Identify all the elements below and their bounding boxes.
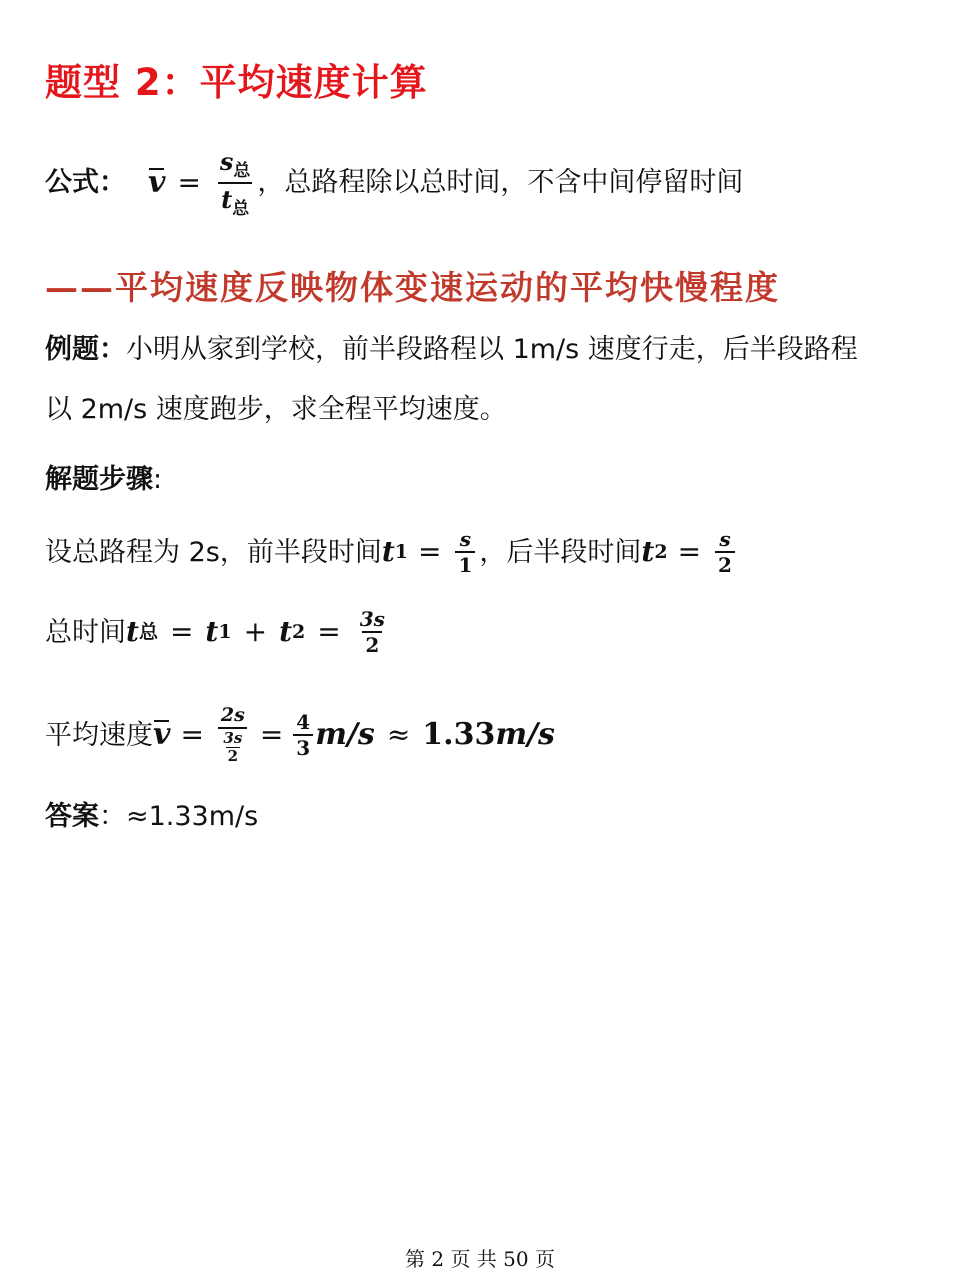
step-1-equals-2: = — [677, 535, 702, 568]
step-2-equals-2: = — [317, 615, 341, 648]
ttotal-subscript: 总 — [138, 620, 158, 643]
fraction-s-over-1-den: 1 — [455, 551, 475, 575]
formula-label: 公式： — [45, 167, 126, 198]
complex-fraction — [218, 706, 248, 764]
steps-label: 解题步骤 — [45, 464, 153, 495]
tagline: ——平均速度反映物体变速运动的平均快慢程度 — [45, 268, 780, 307]
step-1-equals: = — [418, 535, 442, 568]
t1-subscript-2: 1 — [218, 620, 232, 643]
fraction-s-over-2-den: 2 — [715, 551, 735, 575]
t1-subscript: 1 — [394, 540, 408, 563]
formula-numerator: s — [219, 146, 234, 176]
formula-denominator-sub: 总 — [232, 198, 250, 219]
fraction-s-over-1 — [455, 529, 475, 575]
step-1-mid: ，后半段时间 — [479, 536, 642, 568]
fraction-4-over-3 — [293, 712, 313, 758]
approx-sign: ≈ — [386, 718, 411, 751]
fraction-4-over-3-den: 3 — [293, 734, 313, 758]
answer-colon: ： — [99, 801, 126, 832]
result-unit: m/s — [495, 717, 555, 752]
example-text-2: 以 2m/s 速度跑步，求全程平均速度。 — [45, 394, 507, 425]
fraction-4-over-3-num: 4 — [296, 710, 311, 734]
equals-sign: = — [177, 165, 201, 199]
step-2 — [45, 600, 392, 664]
example-text-1: 小明从家到学校，前半段路程以 1m/s 速度行走，后半段路程 — [126, 334, 858, 365]
complex-fraction-num: 2s — [220, 704, 245, 726]
fraction-s-over-2-num: s — [719, 527, 731, 551]
step-2-text: 总时间 — [45, 616, 126, 648]
avg-velocity-symbol: v — [148, 164, 166, 200]
example-line-2 — [45, 396, 507, 423]
answer-label: 答案 — [45, 801, 99, 832]
t2-subscript-2: 2 — [292, 620, 306, 643]
step-3-text: 平均速度 — [45, 719, 153, 751]
fraction-3s-over-2-num: 3s — [359, 607, 385, 631]
inner-fraction-num: 3s — [223, 729, 243, 747]
formula-denominator: t — [221, 184, 233, 214]
example-label: 例题： — [45, 334, 126, 365]
inner-fraction-den: 2 — [227, 747, 239, 765]
t2-subscript: 2 — [654, 540, 668, 563]
t2-symbol-2: t — [279, 615, 292, 648]
step-1 — [45, 520, 739, 584]
example-line-1 — [45, 336, 858, 363]
step-1-text: 设总路程为 2s，前半段时间 — [45, 536, 382, 568]
formula-numerator-sub: 总 — [233, 160, 251, 181]
step-2-equals: = — [169, 615, 194, 648]
step-3-equals-2: = — [259, 718, 284, 751]
answer-value: ≈1.33m/s — [126, 801, 259, 832]
answer-line — [45, 803, 258, 830]
t2-symbol: t — [641, 535, 655, 568]
fraction-3s-over-2 — [357, 609, 388, 655]
page-title: 题型 2：平均速度计算 — [45, 61, 428, 104]
fraction-3s-over-2-den: 2 — [362, 631, 382, 655]
plus-sign: + — [243, 615, 268, 648]
fraction-s-over-2 — [715, 529, 735, 575]
formula-line — [45, 135, 743, 230]
unit-ms: m/s — [315, 717, 375, 752]
ttotal-symbol: t — [126, 615, 139, 648]
formula-note: ，总路程除以总时间，不含中间停留时间 — [257, 167, 744, 198]
step-3 — [45, 690, 555, 780]
t1-symbol: t — [381, 535, 395, 568]
result-value: 1.33 — [422, 717, 496, 752]
page-number: 第 2 页 共 50 页 — [405, 1247, 555, 1271]
steps-heading — [45, 466, 162, 493]
steps-colon: : — [153, 464, 163, 495]
step-3-equals: = — [180, 718, 204, 751]
formula-fraction — [217, 148, 254, 218]
fraction-s-over-1-num: s — [459, 527, 472, 551]
avg-velocity-symbol-2: v — [153, 717, 171, 752]
t1-symbol-2: t — [205, 615, 219, 648]
